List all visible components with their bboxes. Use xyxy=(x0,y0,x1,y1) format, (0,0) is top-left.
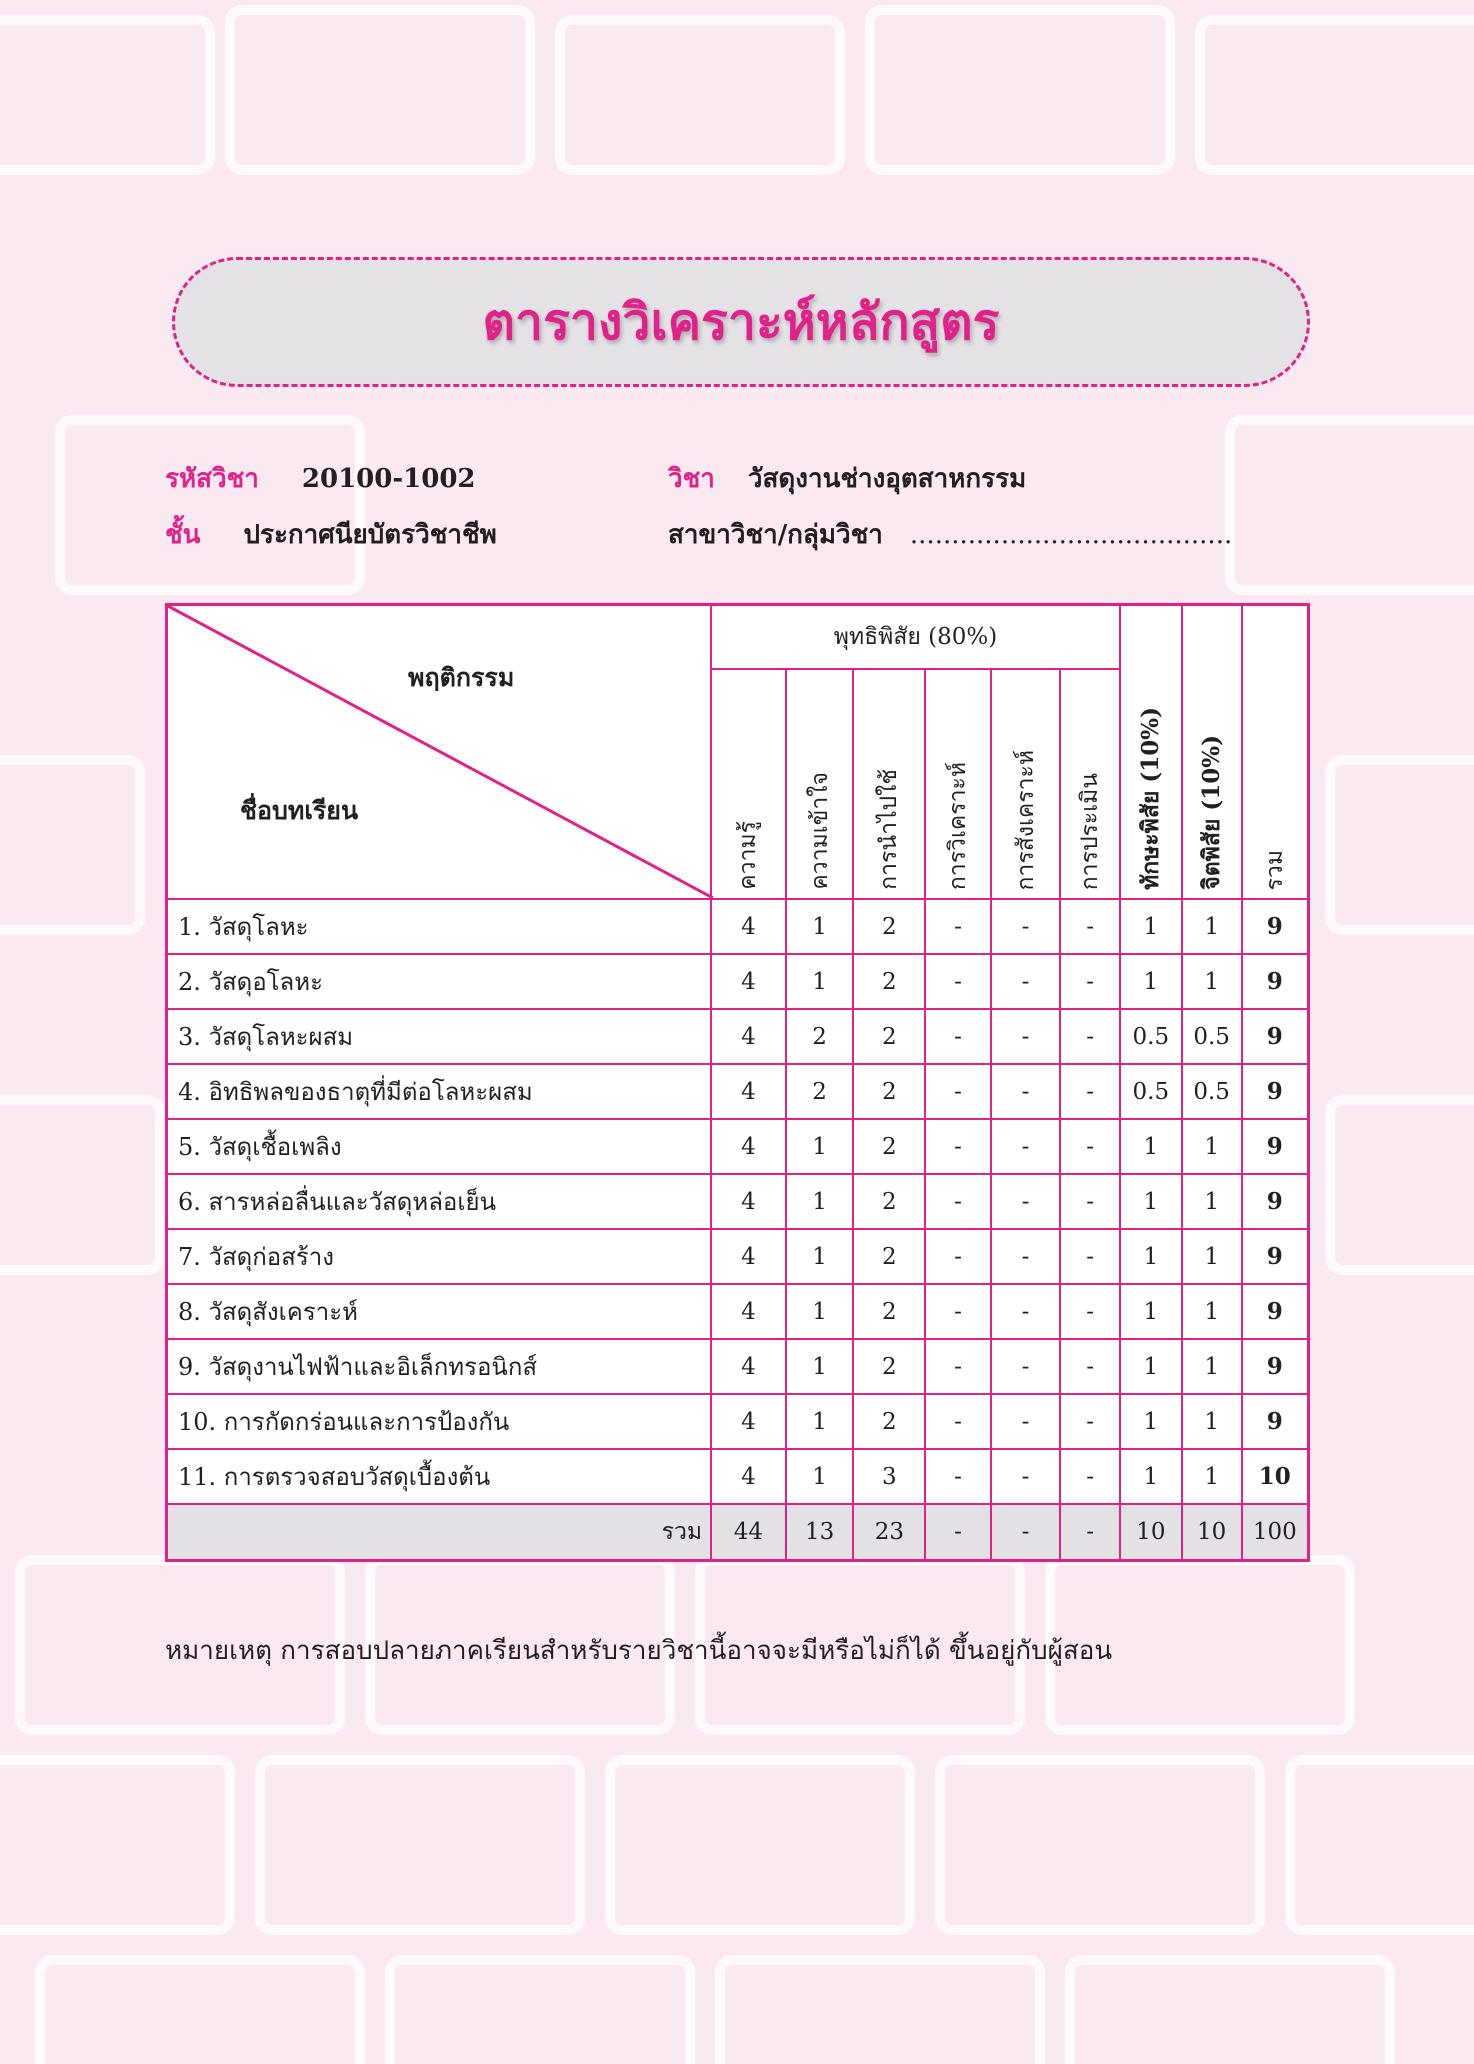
subject-label: วิชา xyxy=(668,464,715,494)
corner-header xyxy=(167,605,712,900)
field-label: สาขาวิชา/กลุ่มวิชา xyxy=(668,520,883,550)
lesson-name: 2. วัสดุอโลหะ xyxy=(167,954,712,1009)
score-cell: 1 xyxy=(786,1119,854,1174)
affective-col-header: จิตพิสัย (10%) xyxy=(1182,605,1242,900)
score-cell: - xyxy=(925,1119,991,1174)
course-code-label: รหัสวิชา xyxy=(165,464,259,494)
score-cell: 2 xyxy=(853,1064,925,1119)
score-cell: - xyxy=(1060,1284,1120,1339)
score-cell: - xyxy=(1060,1449,1120,1504)
score-cell: 1 xyxy=(1120,1119,1182,1174)
score-cell: 1 xyxy=(1182,1394,1242,1449)
score-cell: 1 xyxy=(1182,1174,1242,1229)
score-cell: 1 xyxy=(786,899,854,954)
score-cell: - xyxy=(991,1449,1061,1504)
level-line xyxy=(165,514,497,555)
score-cell: 1 xyxy=(1120,1449,1182,1504)
score-cell: - xyxy=(925,1394,991,1449)
score-cell: 1 xyxy=(786,1229,854,1284)
sum-cell: 44 xyxy=(711,1504,786,1561)
sum-cell: - xyxy=(925,1504,991,1561)
score-cell: - xyxy=(991,899,1061,954)
lesson-header: ชื่อบทเรียน xyxy=(240,796,359,825)
sum-cell: 23 xyxy=(853,1504,925,1561)
subject-line xyxy=(668,458,1026,499)
score-cell: 4 xyxy=(711,1449,786,1504)
score-cell: 3 xyxy=(853,1449,925,1504)
score-cell: 4 xyxy=(711,954,786,1009)
score-cell: - xyxy=(925,1284,991,1339)
score-cell: 1 xyxy=(1120,1174,1182,1229)
table-row xyxy=(167,1284,1309,1339)
col-header-synthesis: การสังเคราะห์ xyxy=(991,669,1061,899)
score-cell: 1 xyxy=(1120,1229,1182,1284)
score-cell: - xyxy=(1060,954,1120,1009)
score-cell: 2 xyxy=(853,1394,925,1449)
sum-cell: - xyxy=(991,1504,1061,1561)
lesson-name: 6. สารหล่อลื่นและวัสดุหล่อเย็น xyxy=(167,1174,712,1229)
score-cell: 1 xyxy=(1182,1449,1242,1504)
table-row xyxy=(167,1229,1309,1284)
table-row xyxy=(167,1449,1309,1504)
score-cell: 1 xyxy=(1182,899,1242,954)
table-row xyxy=(167,1119,1309,1174)
score-cell: - xyxy=(925,1009,991,1064)
lesson-name: 4. อิทธิพลของธาตุที่มีต่อโลหะผสม xyxy=(167,1064,712,1119)
table-row xyxy=(167,1064,1309,1119)
score-cell: 4 xyxy=(711,899,786,954)
score-cell: 1 xyxy=(786,1174,854,1229)
score-cell: - xyxy=(925,1229,991,1284)
score-cell: 1 xyxy=(1182,1229,1242,1284)
score-cell: 2 xyxy=(786,1064,854,1119)
score-cell: 2 xyxy=(853,1174,925,1229)
score-cell: 1 xyxy=(1120,954,1182,1009)
level-label: ชั้น xyxy=(165,520,201,550)
lesson-name: 3. วัสดุโลหะผสม xyxy=(167,1009,712,1064)
score-cell: 4 xyxy=(711,1339,786,1394)
score-cell: 2 xyxy=(853,1229,925,1284)
row-total: 9 xyxy=(1242,1174,1309,1229)
score-cell: 1 xyxy=(1120,899,1182,954)
score-cell: 1 xyxy=(1120,1339,1182,1394)
score-cell: 1 xyxy=(786,1394,854,1449)
sum-cell: - xyxy=(1060,1504,1120,1561)
lesson-name: 1. วัสดุโลหะ xyxy=(167,899,712,954)
row-total: 9 xyxy=(1242,1009,1309,1064)
score-cell: 4 xyxy=(711,1119,786,1174)
score-cell: - xyxy=(925,899,991,954)
score-cell: 4 xyxy=(711,1064,786,1119)
curriculum-analysis-table xyxy=(165,603,1310,1562)
score-cell: 2 xyxy=(786,1009,854,1064)
score-cell: - xyxy=(1060,1119,1120,1174)
score-cell: - xyxy=(1060,1394,1120,1449)
field-value: ....................................... xyxy=(909,520,1233,550)
row-total: 9 xyxy=(1242,1064,1309,1119)
score-cell: 4 xyxy=(711,1174,786,1229)
sum-total: 100 xyxy=(1242,1504,1309,1561)
score-cell: 1 xyxy=(1182,1339,1242,1394)
score-cell: - xyxy=(1060,1174,1120,1229)
score-cell: 2 xyxy=(853,1119,925,1174)
row-total: 9 xyxy=(1242,1394,1309,1449)
score-cell: - xyxy=(991,1284,1061,1339)
score-cell: 4 xyxy=(711,1009,786,1064)
corner-diagonal xyxy=(168,606,713,898)
score-cell: 1 xyxy=(786,1284,854,1339)
score-cell: 2 xyxy=(853,1339,925,1394)
score-cell: - xyxy=(925,1339,991,1394)
score-cell: - xyxy=(991,1229,1061,1284)
level-value: ประกาศนียบัตรวิชาชีพ xyxy=(243,520,497,550)
score-cell: 1 xyxy=(786,954,854,1009)
score-cell: - xyxy=(991,954,1061,1009)
table-row xyxy=(167,954,1309,1009)
col-header-analysis: การวิเคราะห์ xyxy=(925,669,991,899)
sum-cell: 10 xyxy=(1120,1504,1182,1561)
score-cell: - xyxy=(1060,1009,1120,1064)
col-header-evaluation: การประเมิน xyxy=(1060,669,1120,899)
score-cell: - xyxy=(925,1174,991,1229)
score-cell: 0.5 xyxy=(1182,1064,1242,1119)
row-total: 10 xyxy=(1242,1449,1309,1504)
score-cell: - xyxy=(925,1449,991,1504)
table-row xyxy=(167,1339,1309,1394)
score-cell: - xyxy=(991,1064,1061,1119)
sum-cell: 13 xyxy=(786,1504,854,1561)
score-cell: - xyxy=(991,1119,1061,1174)
score-cell: - xyxy=(925,954,991,1009)
score-cell: - xyxy=(991,1009,1061,1064)
page-title: ตารางวิเคราะห์หลักสูตร xyxy=(482,292,1000,351)
score-cell: 1 xyxy=(1182,954,1242,1009)
cognitive-group-header: พุทธิพิสัย (80%) xyxy=(711,605,1120,670)
skill-col-header: ทักษะพิสัย (10%) xyxy=(1120,605,1182,900)
table-row xyxy=(167,1174,1309,1229)
score-cell: 1 xyxy=(1182,1119,1242,1174)
col-header-comprehension: ความเข้าใจ xyxy=(786,669,854,899)
score-cell: 0.5 xyxy=(1120,1009,1182,1064)
score-cell: 2 xyxy=(853,899,925,954)
subject-value: วัสดุงานช่างอุตสาหกรรม xyxy=(747,464,1027,494)
row-total: 9 xyxy=(1242,1119,1309,1174)
table-row xyxy=(167,1394,1309,1449)
score-cell: 4 xyxy=(711,1284,786,1339)
score-cell: 4 xyxy=(711,1229,786,1284)
row-total: 9 xyxy=(1242,1339,1309,1394)
score-cell: 2 xyxy=(853,954,925,1009)
score-cell: - xyxy=(991,1394,1061,1449)
score-cell: 2 xyxy=(853,1284,925,1339)
row-total: 9 xyxy=(1242,899,1309,954)
score-cell: - xyxy=(925,1064,991,1119)
lesson-name: 10. การกัดกร่อนและการป้องกัน xyxy=(167,1394,712,1449)
lesson-name: 7. วัสดุก่อสร้าง xyxy=(167,1229,712,1284)
score-cell: - xyxy=(1060,899,1120,954)
sum-label: รวม xyxy=(167,1504,712,1561)
total-col-header: รวม xyxy=(1242,605,1309,900)
score-cell: - xyxy=(991,1339,1061,1394)
sum-cell: 10 xyxy=(1182,1504,1242,1561)
score-cell: 1 xyxy=(1120,1284,1182,1339)
score-cell: 1 xyxy=(786,1339,854,1394)
score-cell: - xyxy=(1060,1064,1120,1119)
score-cell: - xyxy=(1060,1229,1120,1284)
course-code-value: 20100-1002 xyxy=(301,464,476,494)
course-code-line xyxy=(165,458,476,499)
sum-row xyxy=(167,1504,1309,1561)
lesson-name: 5. วัสดุเชื้อเพลิง xyxy=(167,1119,712,1174)
table-row xyxy=(167,1009,1309,1064)
score-cell: 2 xyxy=(853,1009,925,1064)
lesson-name: 8. วัสดุสังเคราะห์ xyxy=(167,1284,712,1339)
score-cell: 1 xyxy=(1120,1394,1182,1449)
row-total: 9 xyxy=(1242,954,1309,1009)
col-header-application: การนำไปใช้ xyxy=(853,669,925,899)
col-header-knowledge: ความรู้ xyxy=(711,669,786,899)
score-cell: 4 xyxy=(711,1394,786,1449)
row-total: 9 xyxy=(1242,1229,1309,1284)
lesson-name: 9. วัสดุงานไฟฟ้าและอิเล็กทรอนิกส์ xyxy=(167,1339,712,1394)
title-banner xyxy=(172,257,1310,387)
score-cell: 1 xyxy=(1182,1284,1242,1339)
lesson-name: 11. การตรวจสอบวัสดุเบื้องต้น xyxy=(167,1449,712,1504)
behavior-header: พฤติกรรม xyxy=(408,663,515,692)
footnote: หมายเหตุ การสอบปลายภาคเรียนสำหรับรายวิชานี้อาจจะมีหรือไม่ก็ได้ ขึ้นอยู่กับผู้สอน xyxy=(165,1636,1113,1666)
score-cell: 0.5 xyxy=(1120,1064,1182,1119)
score-cell: - xyxy=(991,1174,1061,1229)
score-cell: 1 xyxy=(786,1449,854,1504)
score-cell: 0.5 xyxy=(1182,1009,1242,1064)
table-row xyxy=(167,899,1309,954)
field-line xyxy=(668,514,1232,555)
score-cell: - xyxy=(1060,1339,1120,1394)
row-total: 9 xyxy=(1242,1284,1309,1339)
